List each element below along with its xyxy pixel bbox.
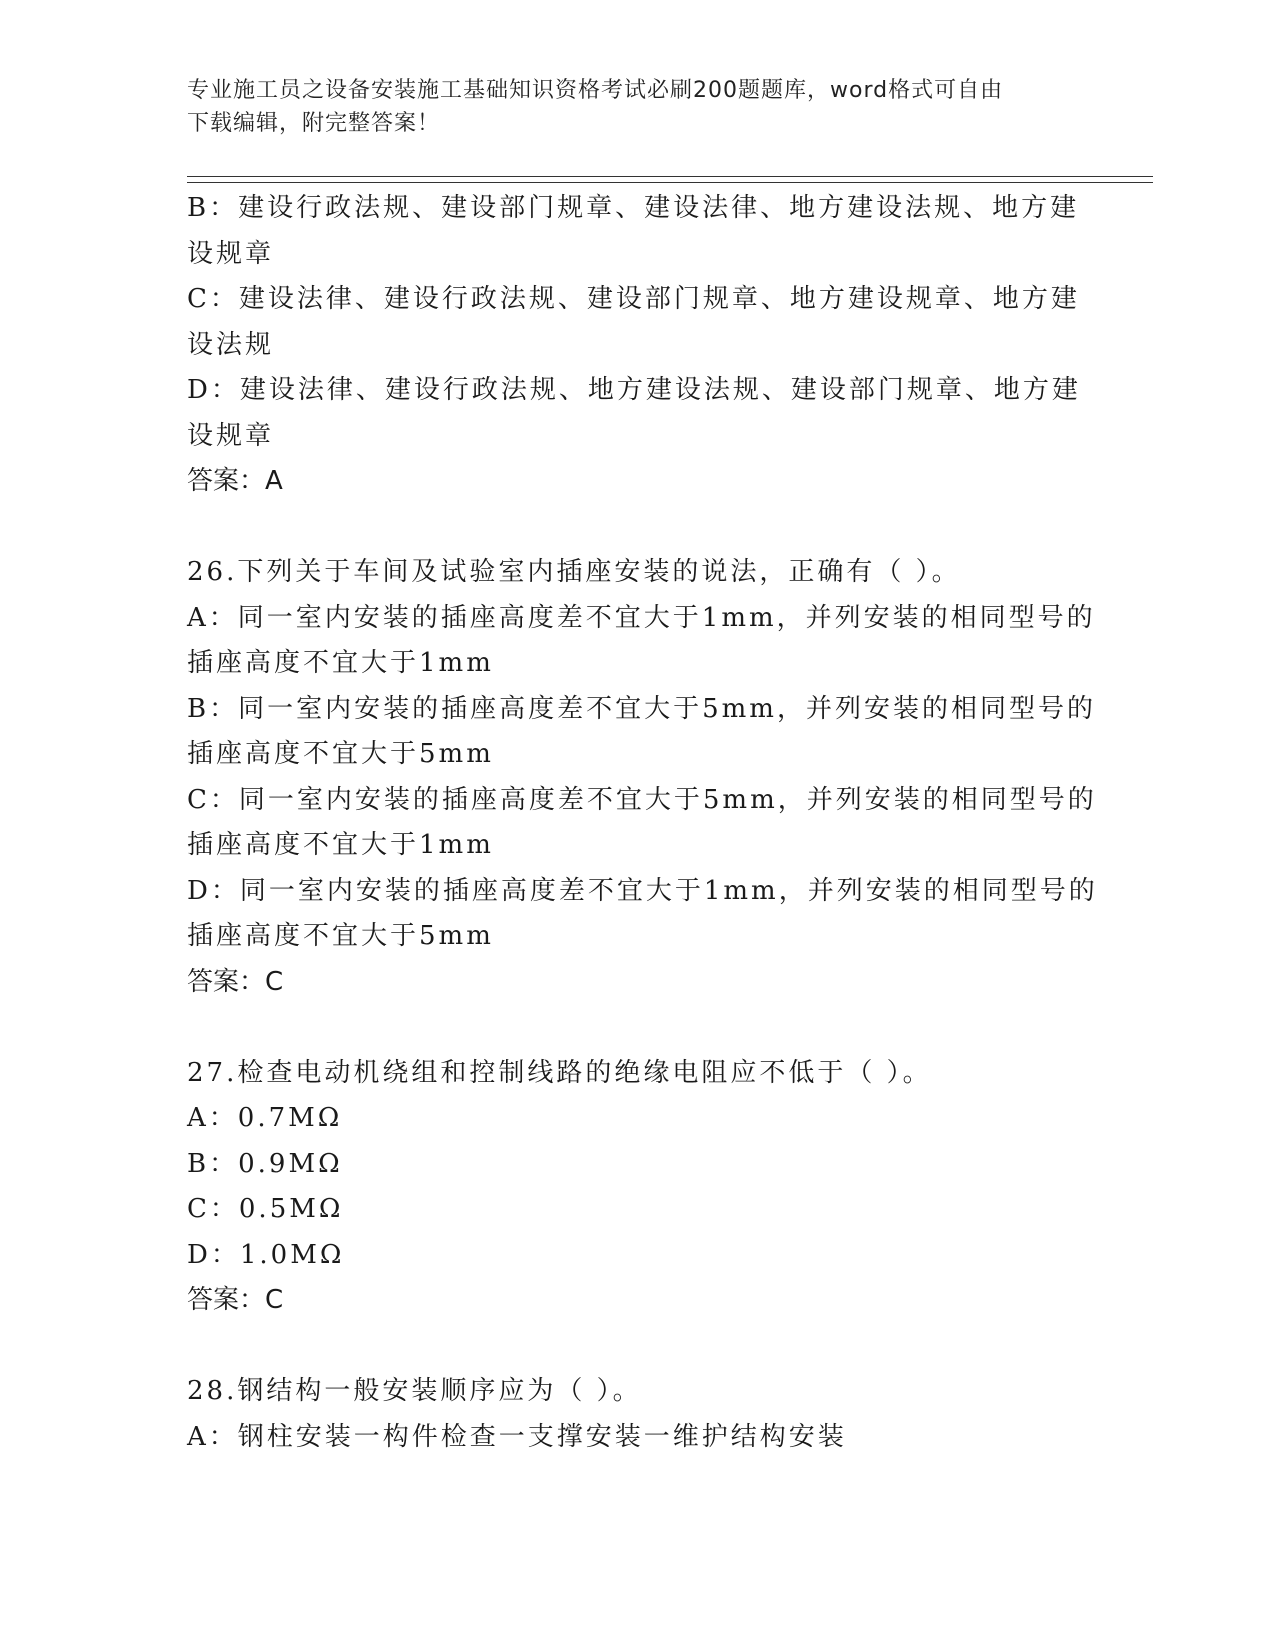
q25-option-c-line-2: 设法规 [187, 329, 275, 360]
q27-question: 27.检查电动机绕组和控制线路的绝缘电阻应不低于（ ）。 [187, 1057, 932, 1088]
q25-option-d-line-2: 设规章 [187, 420, 275, 451]
q25-answer: 答案：A [187, 466, 283, 496]
q26-option-c-line-1: C：同一室内安装的插座高度差不宜大于5mm，并列安装的相同型号的 [187, 784, 1097, 815]
q27-option-a: A：0.7MΩ [187, 1103, 343, 1133]
q25-option-b-line-2: 设规章 [187, 238, 275, 269]
q27-option-b: B：0.9MΩ [187, 1148, 343, 1179]
q26-option-a-line-2: 插座高度不宜大于1mm [187, 648, 494, 678]
q26-option-a-line-1: A：同一室内安装的插座高度差不宜大于1mm，并列安装的相同型号的 [187, 602, 1096, 633]
q25-option-b-line-1: B：建设行政法规、建设部门规章、建设法律、地方建设法规、地方建 [187, 193, 1080, 223]
q27-answer: 答案：C [187, 1285, 284, 1315]
q27-option-d: D：1.0MΩ [187, 1239, 345, 1270]
q25-option-c-line-1: C：建设法律、建设行政法规、建设部门规章、地方建设规章、地方建 [187, 284, 1080, 314]
q26-option-d-line-2: 插座高度不宜大于5mm [187, 921, 494, 951]
spacer [187, 1005, 1087, 1051]
q26-option-b-line-2: 插座高度不宜大于5mm [187, 739, 494, 769]
q26-question: 26.下列关于车间及试验室内插座安装的说法，正确有（ ）。 [187, 557, 961, 587]
q28-option-a: A：钢柱安装一构件检查一支撑安装一维护结构安装 [187, 1421, 847, 1452]
q25-option-d-line-1: D：建设法律、建设行政法规、地方建设法规、建设部门规章、地方建 [187, 375, 1081, 405]
spacer [187, 505, 1087, 551]
document-header [187, 74, 1087, 140]
q26-option-b-line-1: B：同一室内安装的插座高度差不宜大于5mm，并列安装的相同型号的 [187, 693, 1096, 724]
header-line-1: 专业施工员之设备安装施工基础知识资格考试必刷200题题库，word格式可自由 [187, 78, 1004, 103]
header-divider-bottom [187, 182, 1153, 183]
document-body [187, 186, 1098, 1460]
q26-option-c-line-2: 插座高度不宜大于1mm [187, 830, 494, 860]
header-divider-top [187, 176, 1153, 177]
q27-option-c: C：0.5MΩ [187, 1194, 344, 1224]
q26-answer: 答案：C [187, 966, 284, 997]
spacer [187, 1324, 1087, 1370]
q26-option-d-line-1: D：同一室内安装的插座高度差不宜大于1mm，并列安装的相同型号的 [187, 875, 1098, 906]
header-line-2: 下载编辑，附完整答案！ [187, 111, 441, 136]
q28-question: 28.钢结构一般安装顺序应为（ ）。 [187, 1376, 642, 1406]
